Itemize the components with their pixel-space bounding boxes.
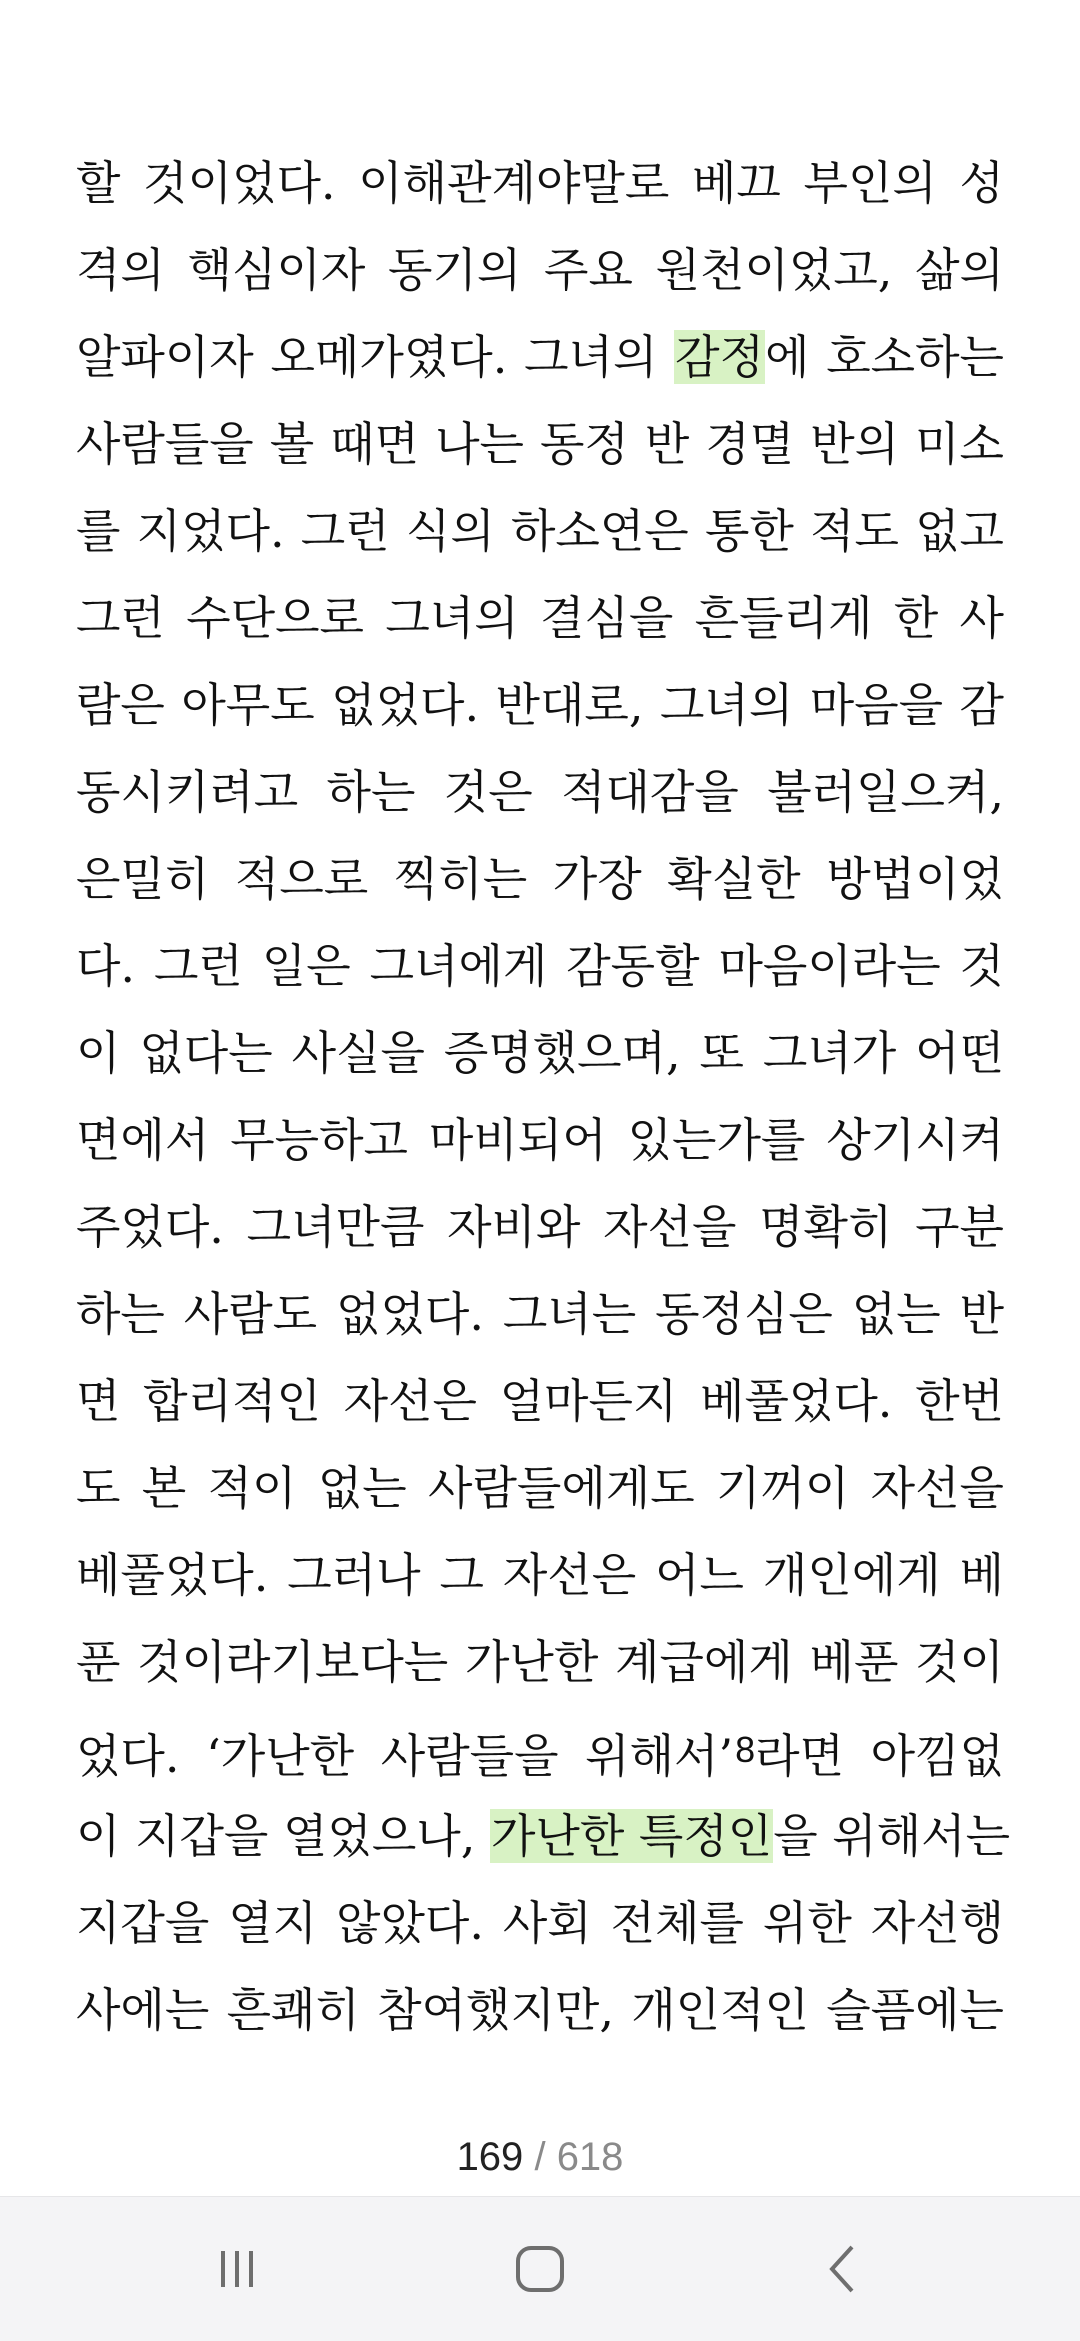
text-segment: 사에는 흔쾌히 참여했지만, 개인적인 슬픔에는 bbox=[76, 1983, 1004, 2037]
system-navigation-bar bbox=[0, 2196, 1080, 2341]
total-pages: 618 bbox=[556, 2135, 624, 2179]
text-segment: 주었다. 그녀만큼 자비와 자선을 명확히 구분 bbox=[76, 1200, 1004, 1254]
text-segment: 람은 아무도 없었다. 반대로, 그녀의 마음을 감 bbox=[76, 678, 1004, 732]
highlighted-text[interactable]: 가난한 특정인 bbox=[490, 1809, 773, 1863]
text-segment: 었다. ‘가난한 사람들을 위해서’ bbox=[76, 1729, 734, 1783]
text-line bbox=[76, 1793, 1011, 1880]
text-line bbox=[76, 227, 1004, 314]
text-segment: 다. 그런 일은 그녀에게 감동할 마음이라는 것 bbox=[76, 939, 1004, 993]
text-segment: 동시키려고 하는 것은 적대감을 불러일으켜, bbox=[76, 765, 1004, 819]
text-line bbox=[76, 314, 1004, 401]
text-line bbox=[76, 1619, 1004, 1706]
text-line bbox=[76, 1880, 1004, 1967]
recent-apps-button[interactable] bbox=[137, 2197, 337, 2341]
footnote-marker[interactable]: 8 bbox=[735, 1729, 756, 1770]
text-segment: 푼 것이라기보다는 가난한 계급에게 베푼 것이 bbox=[76, 1635, 1004, 1689]
text-line bbox=[76, 1097, 1004, 1184]
text-segment: 하는 사람도 없었다. 그녀는 동정심은 없는 반 bbox=[76, 1287, 1004, 1341]
recents-icon bbox=[207, 2239, 267, 2299]
text-segment: 라면 아낌없 bbox=[755, 1729, 1004, 1783]
text-line bbox=[76, 1010, 1004, 1097]
text-segment: 도 본 적이 없는 사람들에게도 기꺼이 자선을 bbox=[76, 1461, 1004, 1515]
page-indicator bbox=[0, 2135, 1080, 2180]
back-icon bbox=[814, 2239, 874, 2299]
text-line bbox=[76, 1967, 1004, 2054]
back-button[interactable] bbox=[744, 2197, 944, 2341]
text-line bbox=[76, 1706, 1004, 1793]
text-line bbox=[76, 575, 1004, 662]
current-page: 169 bbox=[456, 2135, 524, 2179]
text-segment: 베풀었다. 그러나 그 자선은 어느 개인에게 베 bbox=[76, 1548, 1004, 1602]
book-text[interactable] bbox=[76, 140, 1011, 2054]
text-line bbox=[76, 923, 1004, 1010]
text-line bbox=[76, 836, 1004, 923]
text-segment: 알파이자 오메가였다. 그녀의 bbox=[76, 330, 675, 384]
text-segment: 면 합리적인 자선은 얼마든지 베풀었다. 한번 bbox=[76, 1374, 1004, 1428]
home-icon bbox=[510, 2239, 570, 2299]
text-line bbox=[76, 1358, 1004, 1445]
text-line bbox=[76, 1271, 1004, 1358]
text-segment: 를 지었다. 그런 식의 하소연은 통한 적도 없고 bbox=[76, 504, 1004, 558]
text-segment: 은밀히 적으로 찍히는 가장 확실한 방법이었 bbox=[76, 852, 1004, 906]
text-line bbox=[76, 488, 1004, 575]
text-segment: 격의 핵심이자 동기의 주요 원천이었고, 삶의 bbox=[76, 243, 1004, 297]
text-line bbox=[76, 401, 1004, 488]
text-segment: 이 지갑을 열었으나, bbox=[76, 1809, 490, 1863]
text-line bbox=[76, 749, 1004, 836]
text-line bbox=[76, 140, 1004, 227]
text-line bbox=[76, 1532, 1004, 1619]
text-segment: 사람들을 볼 때면 나는 동정 반 경멸 반의 미소 bbox=[76, 417, 1004, 471]
text-line bbox=[76, 1445, 1004, 1532]
text-segment: 그런 수단으로 그녀의 결심을 흔들리게 한 사 bbox=[76, 591, 1004, 645]
text-segment: 할 것이었다. 이해관계야말로 베끄 부인의 성 bbox=[76, 156, 1004, 210]
highlighted-text[interactable]: 감정 bbox=[675, 330, 765, 384]
text-segment: 에 호소하는 bbox=[765, 330, 1004, 384]
text-segment: 을 위해서는 bbox=[773, 1809, 1011, 1863]
text-segment: 지갑을 열지 않았다. 사회 전체를 위한 자선행 bbox=[76, 1896, 1004, 1950]
home-button[interactable] bbox=[440, 2197, 640, 2341]
text-segment: 면에서 무능하고 마비되어 있는가를 상기시켜 bbox=[76, 1113, 1004, 1167]
page-separator: / bbox=[534, 2135, 546, 2179]
text-segment: 이 없다는 사실을 증명했으며, 또 그녀가 어떤 bbox=[76, 1026, 1004, 1080]
text-line bbox=[76, 662, 1004, 749]
text-line bbox=[76, 1184, 1004, 1271]
